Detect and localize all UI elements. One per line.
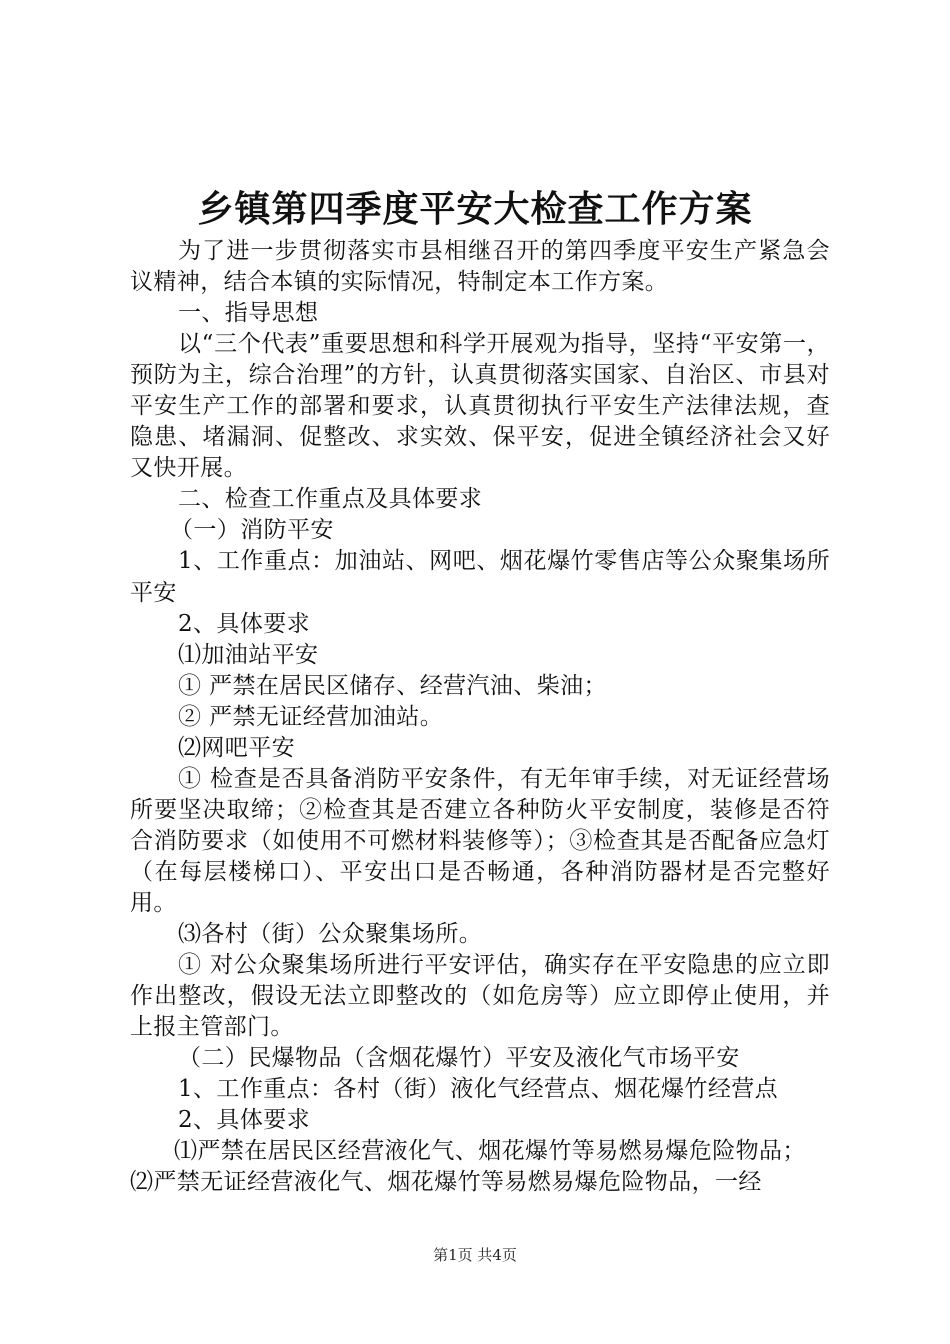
guiding-ideology-paragraph: 以“三个代表”重要思想和科学开展观为指导，坚持“平安第一，预防为主，综合治理”的方针，认真贯彻落实国家、自治区、市县对平安生产工作的部署和要求，认真贯彻执行平安生产法律法规，查隐患、堵漏洞、促整改、求实效、保平安，促进全镇经济社会又好又快开展。 — [130, 331, 830, 482]
page-footer: 第1页 共4页 — [433, 1246, 517, 1264]
gas-station-item-1: ① 严禁在居民区储存、经营汽油、柴油； — [178, 672, 607, 699]
internet-cafe-heading: ⑵网吧平安 — [178, 734, 295, 761]
explosives-item-1: ⑴严禁在居民区经营液化气、烟花爆竹等易燃易爆危险物品； — [174, 1138, 806, 1165]
explosives-focus-paragraph: 1、工作重点：各村（街）液化气经营点、烟花爆竹经营点 — [178, 1076, 779, 1103]
fire-safety-requirements-heading: 2、具体要求 — [178, 610, 311, 637]
public-places-heading: ⑶各村（街）公众聚集场所。 — [178, 921, 483, 948]
fire-safety-focus-paragraph: 1、工作重点：加油站、网吧、烟花爆竹零售店等公众聚集场所平安 — [130, 548, 830, 606]
section-heading-inspection-focus: 二、检查工作重点及具体要求 — [178, 486, 483, 513]
public-places-paragraph: ① 对公众聚集场所进行平安评估，确实存在平安隐患的应立即作出整改，假设无法立即整改的（如危房等）应立即停止使用，并上报主管部门。 — [130, 952, 830, 1041]
document-title: 乡镇第四季度平安大检查工作方案 — [197, 189, 753, 230]
section-heading-guiding-ideology: 一、指导思想 — [178, 300, 319, 327]
explosives-requirements-heading: 2、具体要求 — [178, 1107, 311, 1134]
internet-cafe-paragraph: ① 检查是否具备消防平安条件，有无年审手续，对无证经营场所要坚决取缔；②检查其是否建立各种防火平安制度，装修是否符合消防要求（如使用不可燃材料装修等）；③检查其是否配备应急灯（在每层楼梯口）、平安出口是否畅通，各种消防器材是否完整好用。 — [130, 765, 830, 916]
gas-station-item-2: ② 严禁无证经营加油站。 — [178, 703, 444, 730]
subsection-heading-explosives-safety: （二）民爆物品（含烟花爆竹）平安及液化气市场平安 — [178, 1045, 740, 1072]
subsection-heading-fire-safety: （一）消防平安 — [170, 517, 334, 544]
document-body — [130, 236, 830, 1198]
explosives-item-2: ⑵严禁无证经营液化气、烟花爆竹等易燃易爆危险物品，一经 — [130, 1169, 762, 1196]
gas-station-heading: ⑴加油站平安 — [178, 641, 319, 668]
intro-paragraph: 为了进一步贯彻落实市县相继召开的第四季度平安生产紧急会议精神，结合本镇的实际情况，特制定本工作方案。 — [130, 238, 830, 296]
